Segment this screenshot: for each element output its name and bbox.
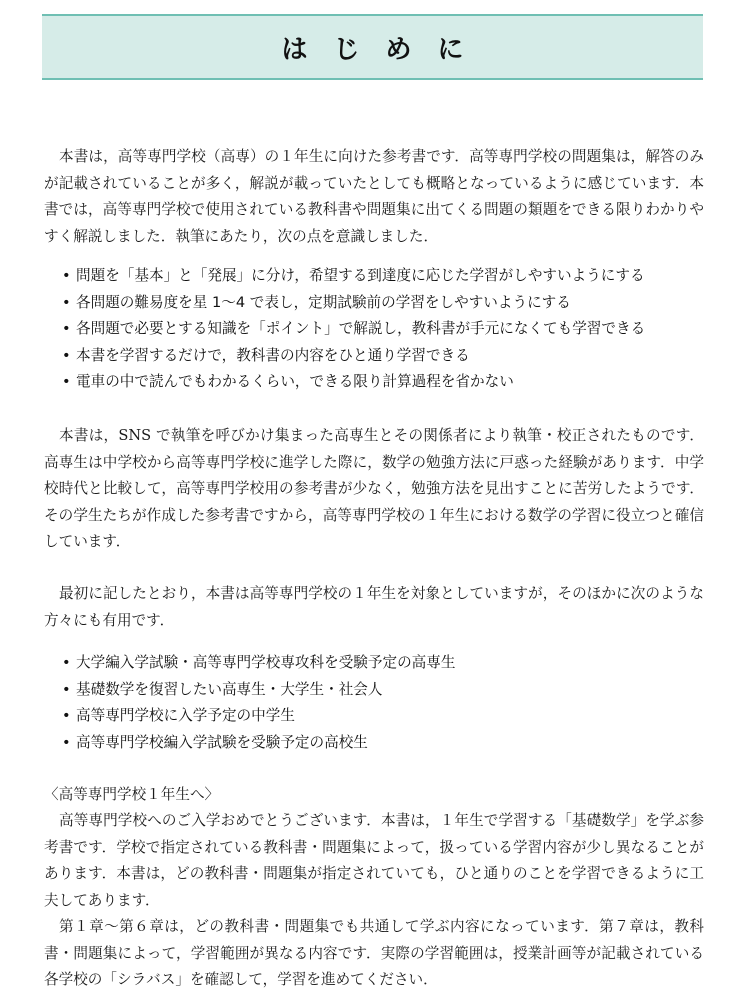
- list-item: [62, 703, 712, 730]
- bullet: •: [62, 320, 71, 337]
- list-item: [62, 369, 712, 396]
- bullet: •: [62, 733, 71, 751]
- bullet: •: [62, 373, 71, 390]
- list-item-text: 本書を学習するだけで，教科書の内容をひと通り学習できる: [76, 346, 470, 364]
- list-item-text: 各問題の難易度を星 1～4 で表し，定期試験前の学習をしやすいようにする: [76, 293, 571, 311]
- bullet: •: [62, 346, 71, 364]
- page-title: はじめに: [281, 34, 490, 65]
- list-item: [62, 316, 712, 343]
- list-item: [62, 677, 712, 704]
- section-paragraph-1: 高等専門学校へのご入学おめでとうございます．本書は，１年生で学習する「基礎数学」を学ぶ参考書です．学校で指定されている教科書・問題集によって，扱っている学習内容が少し異なることがあります．本書は，どの教科書・問題集が指定されていても，ひと通りのことを学習できるように工夫してあります．: [44, 812, 704, 909]
- list-item: [62, 730, 712, 757]
- audience-list: [62, 650, 712, 756]
- list-item: [62, 343, 712, 370]
- list-item-text: 基礎数学を復習したい高専生・大学生・社会人: [76, 680, 383, 698]
- list-item-text: 高等専門学校編入学試験を受験予定の高校生: [76, 733, 368, 751]
- list-item-text: 問題を「基本」と「発展」に分け，希望する到達度に応じた学習がしやすいようにする: [76, 267, 645, 284]
- list-item: [62, 290, 712, 317]
- list-item-text: 各問題で必要とする知識を「ポイント」で解説し，教科書が手元になくても学習できる: [76, 320, 646, 337]
- audience-intro-paragraph: 最初に記したとおり，本書は高等専門学校の１年生を対象としていますが，そのほかに次のような方々にも有用です．: [44, 585, 704, 629]
- list-item-text: 大学編入学試験・高等専門学校専攻科を受験予定の高専生: [76, 654, 456, 671]
- bullet: •: [62, 654, 71, 671]
- authors-paragraph: 本書は，SNS で執筆を呼びかけ集まった高専生とその関係者により執筆・校正されたものです．高専生は中学校から高等専門学校に進学した際に，数学の勉強方法に戸惑った経験があります．中学校時代と比較して，高等専門学校用の参考書が少なく，勉強方法を見出すことに苦労したようです．その学生たちが作成した参考書ですから，高等専門学校の１年生における数学の学習に役立つと確信しています．: [44, 427, 704, 550]
- intro-paragraph: 本書は，高等専門学校（高専）の１年生に向けた参考書です．高等専門学校の問題集は，解答のみが記載されていることが多く，解説が載っていたとしても概略となっているように感じています．本書では，高等専門学校で使用されている教科書や問題集に出てくる問題の類題をできる限りわかりやすく解説しました．執筆にあたり，次の点を意識しました．: [44, 148, 704, 245]
- title-banner: [42, 14, 703, 80]
- feature-list: [62, 263, 712, 396]
- bullet: •: [62, 680, 71, 698]
- bullet: •: [62, 293, 71, 311]
- list-item: [62, 263, 712, 290]
- section-heading: 〈高等専門学校１年生へ〉: [44, 786, 220, 803]
- bullet: •: [62, 707, 71, 724]
- list-item-text: 高等専門学校に入学予定の中学生: [76, 707, 295, 724]
- list-item-text: 電車の中で読んでもわかるくらい，できる限り計算過程を省かない: [76, 373, 514, 390]
- bullet: •: [62, 267, 71, 284]
- list-item: [62, 650, 712, 677]
- section-paragraph-2: 第１章～第６章は，どの教科書・問題集でも共通して学ぶ内容になっています．第７章は，教科書・問題集によって，学習範囲が異なる内容です．実際の学習範囲は，授業計画等が記載されている各学校の「シラバス」を確認して，学習を進めてください．: [44, 918, 704, 988]
